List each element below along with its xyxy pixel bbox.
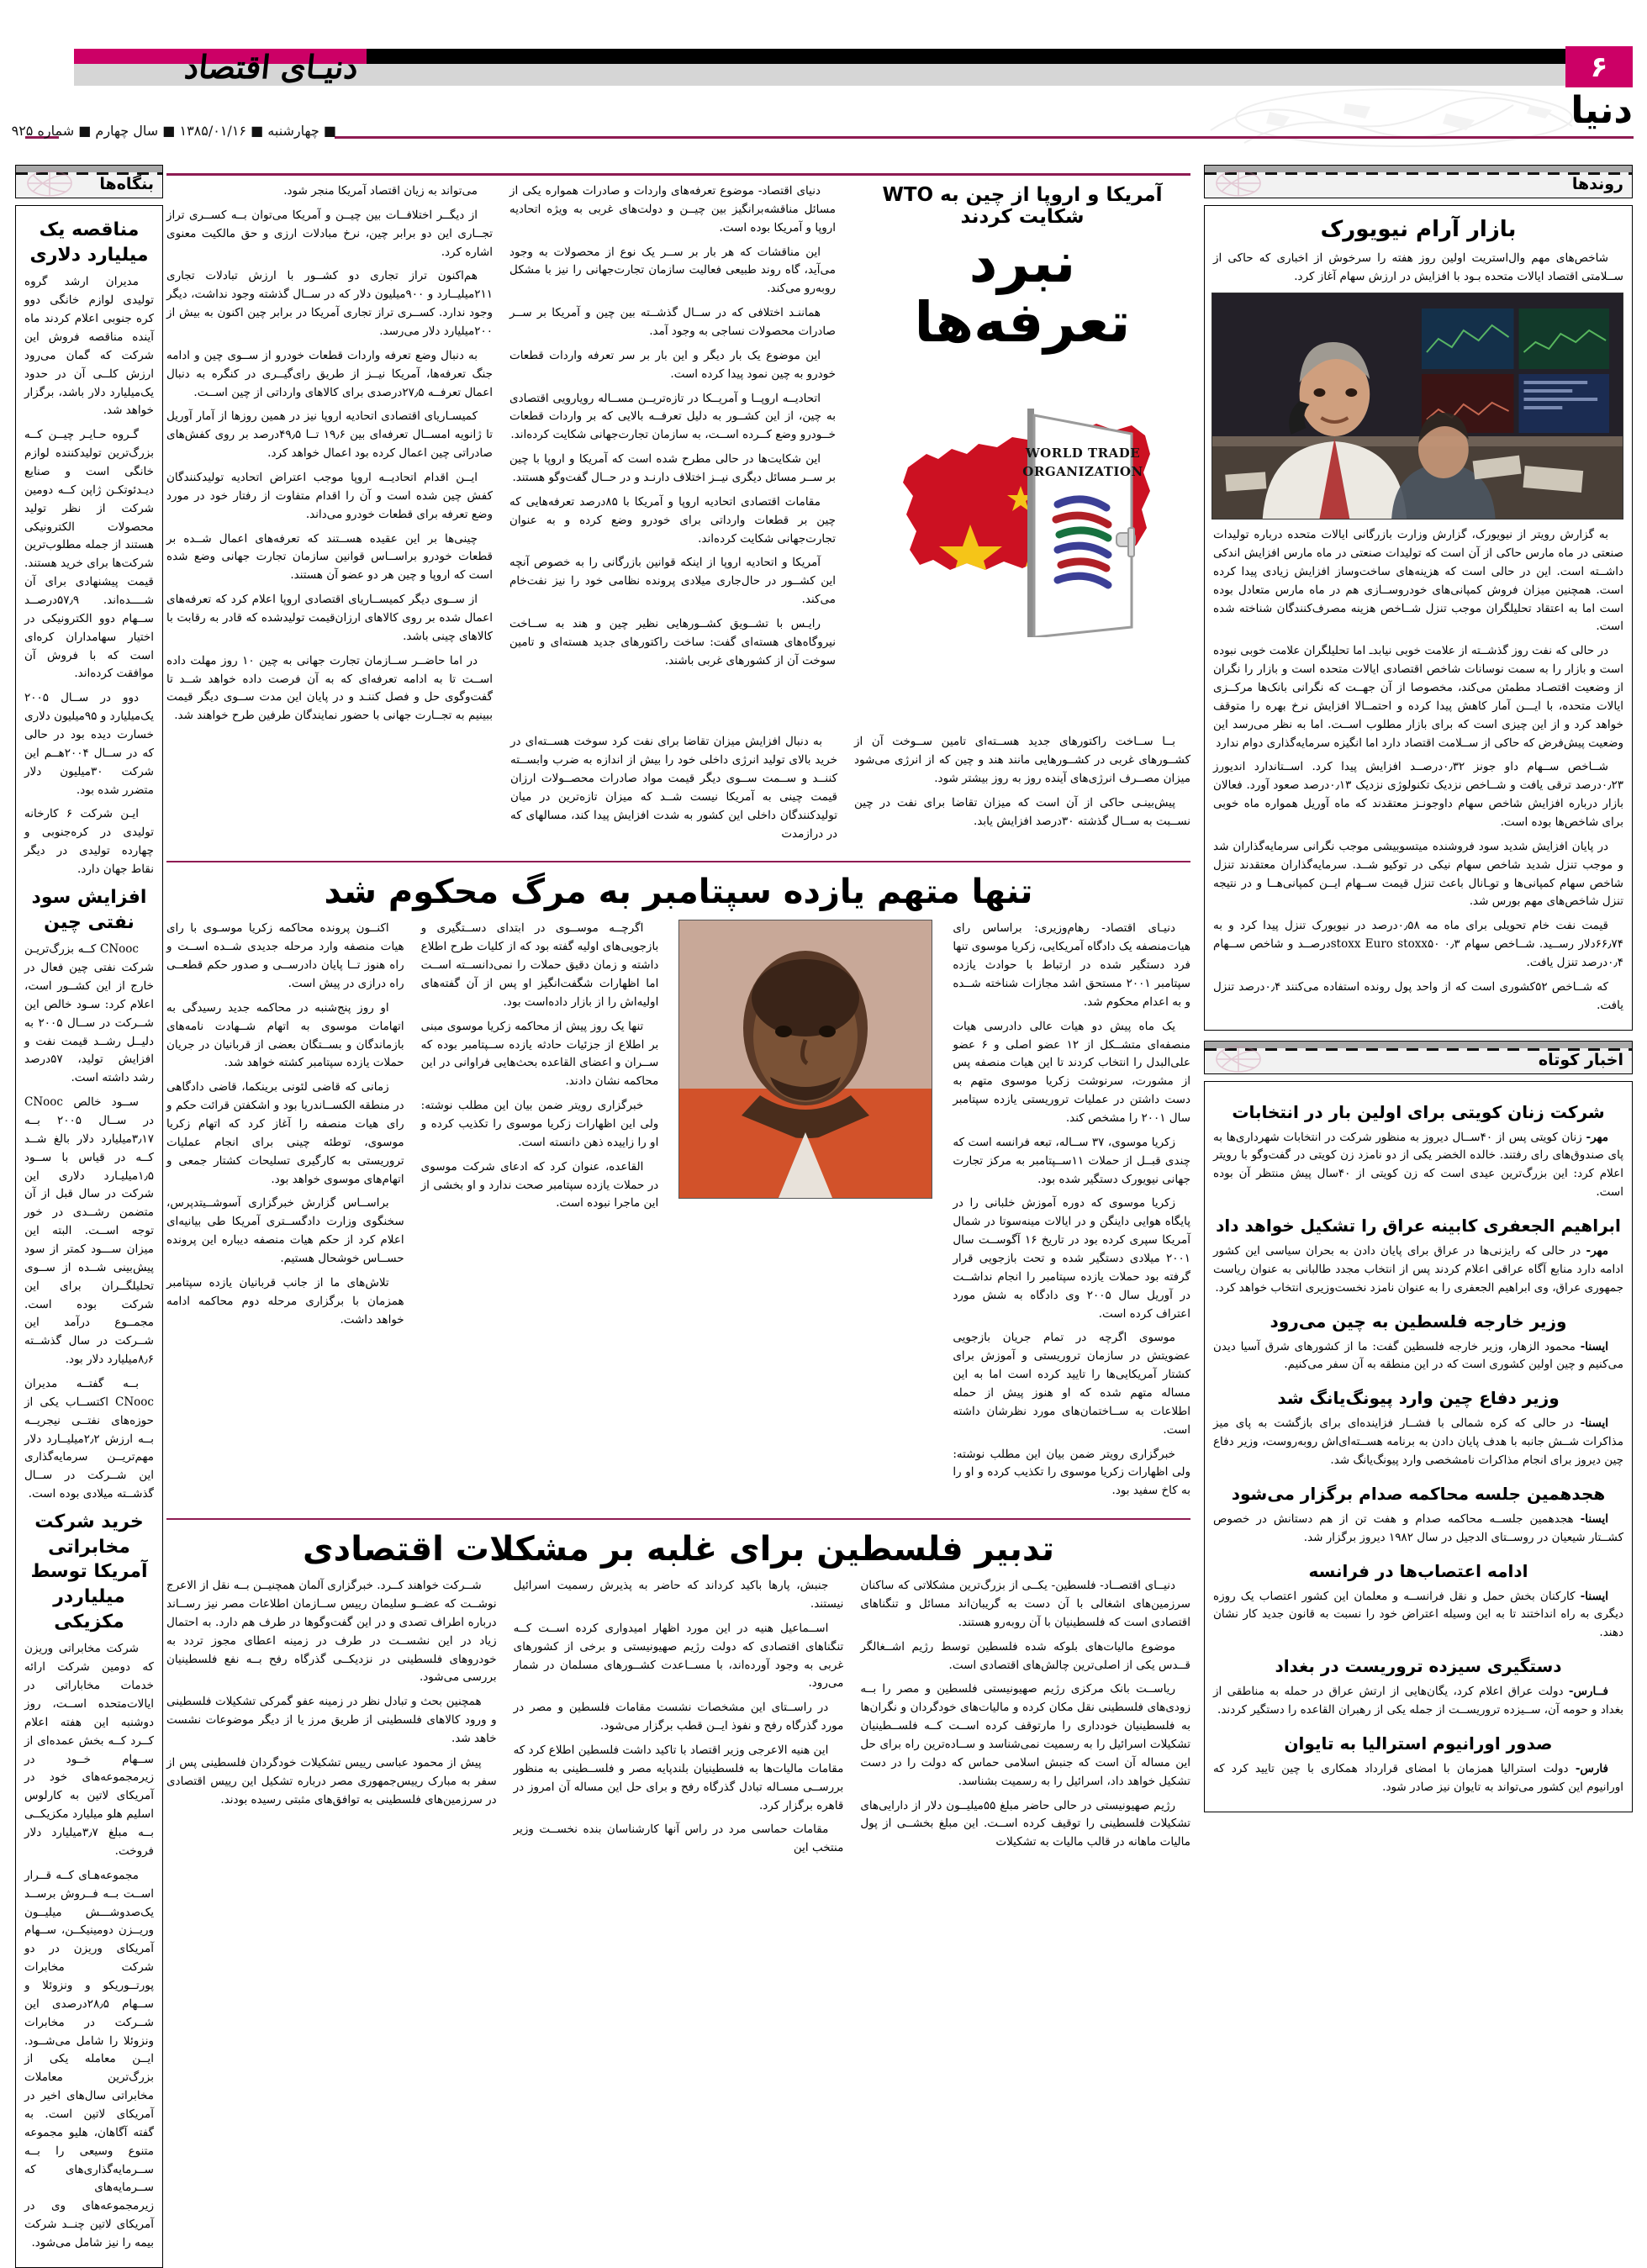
rail-paragraph: مدیران ارشد گروه تولیدی لوازم خانگی دوو کره جنوبی اعلام کردند ماه آینده مناقصه فروش این شرکت که گمان می‌رود ارزش کلــی آن در حدود یک‌میلیارد دلار باشد، برگزار خواهد شد. bbox=[24, 275, 154, 418]
rail-article[interactable] bbox=[24, 1510, 154, 2253]
third-paragraph: اســماعیل هنیه در این مورد اظهار امیدواری کرده اســت کــه تنگناهای اقتصادی که دولت رژیم صهیونیستی و برخی از کشورهای غربی به وجود آورده‌اند، با مســاعدت کشــورهای مسلمان در شمار می‌رود. bbox=[513, 1621, 844, 1690]
lead-story-headline: نبرد تعرفه‌ها bbox=[914, 230, 1131, 356]
short-news-text: کارکنان بخش حمل و نقل فرانســه و معلمان این کشور اعتصاب یک روزه دیگری به راه انداختند تا به این وسیله اعتراض خود را نسبت به قانون جدید کار نشان دهند. bbox=[1213, 1589, 1623, 1640]
news-source-tag: مهر- bbox=[1586, 1244, 1609, 1258]
second-paragraph: اگرچــه موســوی در ابتدای دســتگیری و بازجویی‌های اولیه گفته بود که از کلیات طرح اطلاع داشته و زمان دقیق حملات را نمی‌دانســته اســت اما اظهارات شگفت‌انگیز او پس از آن گفته‌های اولیه‌اش را از بازار داده‌است بود. bbox=[420, 921, 659, 1009]
section-header-short-news bbox=[1204, 1041, 1633, 1074]
short-news-headline: شرکت زنان کویتی برای اولین بار در انتخابات bbox=[1232, 1101, 1605, 1122]
short-news-body bbox=[1213, 1415, 1623, 1470]
list-item[interactable] bbox=[1213, 1732, 1623, 1797]
short-news-headline: صدور اورانیوم استرالیا به تایوان bbox=[1284, 1733, 1553, 1754]
page-number-badge: ۶ bbox=[1565, 46, 1633, 87]
lead-paragraph: می‌تواند به زیان اقتصاد آمریکا منجر شود. bbox=[283, 184, 478, 198]
rail-paragraph: بــه گفتــه مدیران CNooc اکتســاب یکی از حوزه‌های نفتــی نیجریــه بــه ارزش ۲٫۲میلیــارد دلار مهم‌تریــن سرمایه‌گذاری این شــرکت در ســال گذشــته میلادی بوده است. bbox=[24, 1377, 154, 1501]
list-item[interactable] bbox=[1213, 1214, 1623, 1298]
lead-paragraph: رایـس با تشــویق کشــورهایی نظیر چین و هند به ســاخت نیروگاه‌های هسته‌ای گفت: ساخت راکتورهای جدید هسته‌ای و تامین سوخت آن از کشورهای غربی باشند. bbox=[509, 617, 836, 667]
third-paragraph: رژیم صهیونیستی در حالی حاضر مبلغ ۵۵میلیــون دلار از دارایی‌های تشکیلات فلسطینی را توقیف کرده اســت. این مبلغ بخشــی از پول مالیات ماهانه در قالب مالیات به تشکیلات bbox=[860, 1798, 1190, 1849]
short-news-body bbox=[1213, 1511, 1623, 1548]
section-header-dashes bbox=[1205, 172, 1632, 175]
dateline-rule-right bbox=[335, 136, 1634, 139]
dateline bbox=[0, 119, 1647, 153]
section-header-label: بنگاه‌ها bbox=[99, 175, 154, 193]
lead-paragraph: دنیای اقتصاد- موضوع تعرفه‌های واردات و صادرات همواره یکی از مسائل مناقشه‌برانگیز بین چیــن و دولت‌های غربی به ویژه اتحادیه اروپا و آمریکا بوده است. bbox=[509, 184, 836, 235]
second-paragraph: زکریا موسوی که دوره آموزش خلبانی را در پایگاه هوایی داینگن و در ایالات مینه‌سوتا در شمال آمریکا سپری کرده بود در تاریخ ۱۶ آگوســت سال ۲۰۰۱ میلادی دستگیر شده و تحت بازجویی قرار گرفته بود حملات یازده سپتامبر را انجام نداشــت در آوریل سال ۲۰۰۵ وی دادگاه به شش مورد اعتراف کرده است. bbox=[953, 1196, 1190, 1321]
newspaper-wordmark-logo[interactable]: دنیـای اقتصاد bbox=[182, 47, 361, 86]
lead-paragraph: بــا ســاخت راکتورهای جدید هســته‌ای تامین ســوخت آن از کشــورهای غربی در کشــورهایی مانند هند و چین که از انرژی می‌شود میزان مصــرف انرژی‌های آینده روز به روز بیشتر شود. bbox=[854, 735, 1190, 785]
third-paragraph: موضوع مالیات‌های بلوکه شده فلسطین توسط رژیم اشــغالگر قــدس یکی از اصلی‌ترین چالش‌های اقتصادی است. bbox=[860, 1639, 1190, 1672]
short-news-text: هجدهمین جلســه محاکمه صدام و هفت تن از هم دستانش در خصوص کشــتار شیعیان در روســتای الدجیل در سال ۱۹۸۲ دیروز برگزار شد. bbox=[1213, 1511, 1623, 1544]
news-source-tag: ایسنا- bbox=[1580, 1339, 1609, 1353]
lead-paragraph: این شکایت‌ها در حالی مطرح شده است که آمریکا و اروپا با چین بر ســر مسائل دیگری نیــز اختلاف دارنـد و در حــال گفت‌وگو هستند. bbox=[509, 452, 836, 485]
left-rail-firms bbox=[15, 165, 163, 2268]
trends-paragraph: شــاخص ســهام داو جونز ۰٫۳۲درصــد افزایش پیدا کرد. اســتاندارد اندیورز ۰٫۲۳درصد ترقی یافت و شــاخص نزدیک تکنولوژی نزدیک ۰٫۱۳درصد صعود آورد. فعالان بازار درباره افزایش شاخص سهام داوجونـز معتقدند که ماه آوریل همواره ماه خوبی برای شاخص‌ها بوده است. bbox=[1213, 760, 1623, 829]
third-paragraph: مقامات حماسی مرد در راس آنها کارشناسان بنده نخســت وزیر منتخب این bbox=[513, 1822, 844, 1855]
lead-paragraph: به دنبال وضع تعرفه واردات قطعات خودرو از ســوی چین و ادامه جنگ تعرفه‌ها، آمریکا نیــز از طریق رای‌گیــری در کنگره به دنبال اعمال تعرفــه ۲۷٫۵درصدی برای کالاهای وارداتی از چین اســت. bbox=[166, 348, 493, 399]
second-paragraph: القاعده، عنوان کرد که ادعای شرکت موسوی در حملات یازده سپتامبر صحت ندارد و او بخشی از این ماجرا نبوده است. bbox=[420, 1159, 659, 1210]
lead-story-top-rule bbox=[166, 173, 1190, 176]
short-news-text: دولت استرالیا همزمان با امضای قرارداد همکاری با چین تایید کرد که اورانیوم این کشور می‌تواند به تایوان نیز صادر شود. bbox=[1213, 1761, 1623, 1794]
trends-paragraph: قیمت نفت خام تحویلی برای ماه مه ۰٫۵۸درصد در نیویورک تنزل پیدا کرد و به ۶۶٫۷۴دلار رســید. شــاخص سهام stoxx Euro stoxx۵۰ ۰٫۳درصــد و شاخص ســهام ۰٫۴درصد تنزل یافت. bbox=[1213, 919, 1624, 970]
list-item[interactable] bbox=[1213, 1386, 1623, 1470]
short-news-headline: وزیر دفاع چین وارد پیونگ‌یانگ شد bbox=[1277, 1388, 1560, 1409]
second-paragraph: زکریا موسوی، ۳۷ ســاله، تبعه فرانسه است که چندی قبــل از حملات ۱۱ســپتامبر به مرکز تجارت جهانی نیویورک دستگیر شده بود. bbox=[953, 1135, 1190, 1186]
short-news-headline: هجدهمین جلسه محاکمه صدام برگزار می‌شود bbox=[1231, 1483, 1606, 1504]
lead-paragraph: آمریکا و اتحادیه اروپا از اینکه قوانین بازرگانی را به خصوص آنچه این کشــور در حال‌جاری میلادی پرونده نظامی خود را نیز نفت‌خام می‌کند. bbox=[509, 556, 836, 607]
trends-paragraph: شاخص‌های مهم وال‌استریت اولین روز هفته را سرخوش از اخباری که حاکی از ســلامتی اقتصاد ایالات متحده بـود با افزایش در ارزش سهام آغاز کرد. bbox=[1213, 251, 1623, 284]
second-story-headline: تنها متهم یازده سپتامبر به مرگ محکوم شد bbox=[324, 873, 1033, 912]
second-paragraph: تنها یک روز پیش از محاکمه زکریا موسوی مبنی بر اطلاع از جزئیات حادثه یازده ســپتامبر بوده که ســران و اعضای القاعده بحث‌هایی فراوانی در این محاکمه نشان دادند. bbox=[420, 1019, 659, 1089]
second-paragraph: زمانی که قاضی لئونی برینکما، قاضی دادگاهی در منطقه الکســاندریا بود و اشکفتن قرائت حکم و رای هیات منصفه را آغاز کرد که اتهام زکریا موسوی، توطئه چینی برای انجام عملیات تروریستی به کارگیری تسلیحات کشتار جمعی و اتهام‌های موسوی خواهد بود. bbox=[166, 1080, 404, 1186]
news-source-tag: ایسنا- bbox=[1580, 1416, 1608, 1431]
trends-article[interactable] bbox=[1204, 205, 1633, 1031]
lead-story[interactable] bbox=[166, 173, 1190, 849]
short-news-text: محمود الزهار، وزیر خارجه فلسطین گفت: ما از کشورهای شرق آسیا دیدن می‌کنیم و چین اولین کشوری است که در این منطقه به آن سفر می‌کنیم. bbox=[1213, 1339, 1623, 1372]
svg-text:WORLD TRADE: WORLD TRADE bbox=[1025, 445, 1141, 461]
svg-text:ORGANIZATION: ORGANIZATION bbox=[1022, 463, 1143, 479]
lead-paragraph: هم‌اکنون تراز تجاری دو کشــور با ارزش تبادلات تجاری ۲۱۱میلیــارد و ۹۰۰میلیون دلار که در ســال گذشته وجود نداشت، دیگر وجود ندارد. کســری تراز تجاری آمریکا در برابر چین اکنون به بیش از ۲۰۰میلیارد دلار می‌رسد. bbox=[166, 269, 493, 339]
second-paragraph: تلاش‌های ما از جانب قربانیان یازده سپتامبر همزمان با برگزاری مرحله دوم محاکمه ادامه خواهد داشت. bbox=[166, 1275, 404, 1327]
third-paragraph: پیش از محمود عباسی رییس تشکیلات خودگردان فلسطینی پس از سفر به مبارک رییس‌جمهوری مصر درباره تشکیل این رییس اقتصادی در سرزمین‌های فلسطینی به توافق‌های مثبتی رسیده بودند. bbox=[166, 1755, 497, 1806]
section-header-bar bbox=[1205, 166, 1632, 172]
section-header-label: اخبار کوتاه bbox=[1538, 1050, 1623, 1069]
news-source-tag: ایسنا- bbox=[1580, 1511, 1608, 1526]
rail-paragraph: CNooc کــه بزرگ‌تریـن شرکت نفتی چین فعال در خارج از این کشــور است، اعلام کرد: سـود خالص این شــرکت در ســال ۲۰۰۵ به دلیــل رشــد قیمت نفت و افزایش تولید، ۵۷درصد رشد داشته است. bbox=[24, 942, 154, 1085]
third-paragraph: این هنیه الاعرجی وزیر اقتصاد با تاکید داشت فلسطین اطلاع کرد که مقامات مالیات‌ها به فلسطینیان بلندپایه مصر و فلســطینی به منظور بررســی مسـاله تبادل گذرگاه رفح و برای حل این مساله آن امروز در قاهره برگزار کرد. bbox=[513, 1743, 844, 1812]
story-separator bbox=[166, 861, 1190, 862]
rail-article[interactable] bbox=[24, 885, 154, 1504]
lead-paragraph: از دیگــر اختلافــات بین چیــن و آمریکا می‌توان بــه کســری تراز تجــاری این دو برابر چین، نرخ مبادلات ارزی و حق مالکیت معنوی اشاره کرد. bbox=[166, 208, 493, 259]
third-paragraph: دنیــای اقتصــاد- فلسطین- یکــی از بزرگ‌ترین مشکلاتی که ساکنان سرزمین‌های اشغالی با آن دست به گریبان‌اند مسائل و تنگناهای اقتصادی است که فلسطینیان با آن روبه‌رو هستند. bbox=[860, 1579, 1190, 1629]
news-source-tag: فارس- bbox=[1575, 1761, 1608, 1775]
page-section-title: دنیا bbox=[1570, 88, 1633, 132]
stock-exchange-trading-floor-photo bbox=[1211, 293, 1623, 520]
rail-article-headline: افزایش سود نفتی چین bbox=[31, 886, 147, 933]
short-news-headline: دستگیری سیزده تروریست در بغداد bbox=[1275, 1656, 1562, 1677]
third-paragraph: همچنین بحث و تبادل نظر در زمینه عفو گمرکی تشکیلات فلسطینی و ورود کالاهای فلسطینی از طریق مرز یا از دیگر موضوعات نشست خاهد شد. bbox=[166, 1695, 497, 1746]
trends-paragraph: در حالی که نفت روز گذشــته از علامت خوبی نیابدـ اما تحلیلگران علامت خوبی نبوده است و بازار را به سمت نوسانات شاخص اقتصادی ایالات متحده است و بازار را نگران از وضعیت اقتصـاد مطمئن می‌کند، مخصوصا از آن جهــت که نگرانی بانک‌ها مرکــزی ایالات متحده، با ایـــن آمار کاهش پیدا کرده و احتمــالا افزایش نرخ بهره را متوقف خواهد کرد و از این چیزی است که برای بازار مطلوب اســت. اما به نظر می‌رسد این وضعیت پیش‌فرض که حاکی از ســلامت اقتصاد دارد اما انگیزه سرمایه‌گذاری دوام ندارد bbox=[1213, 644, 1623, 750]
rail-paragraph: شرکت مخابراتی وریزن که دومین شرکت ارائه خدمات مخاباراتی در ایالات‌متحده اســت، روز دوشنبه این هفته اعلام کــرد کــه بخش عمده‌ای از ســهام خــود در زیرمجموعه‌های خود در آمریکای لاتین به کارلوس اسلیم هلو میلیارد مکزیکــی بــه مبلغ ۳٫۷میلیارد دلار فروخت. bbox=[24, 1642, 155, 1858]
rail-paragraph: ایـن شرکت ۶ کارخانه تولیدی در کره‌جنوبی و چهارده تولیدی در دیگر نقاط جهان دارد. bbox=[24, 807, 154, 877]
list-item[interactable] bbox=[1213, 1654, 1623, 1720]
lead-paragraph: کمیسـاریای اقتصادی اتحادیه اروپا نیز در همین روزها از آمار آوریل تا ژانویه امســال تعرفه‌ای بین ۱۹٫۶ تــا ۴۹٫۵درصد بر روی کفش‌های صادراتی چین اعمال کرده بود اعمال خواهد کرد. bbox=[166, 409, 493, 461]
lead-story-kicker: آمریکا و اروپا از چین به WTO شکایت کردند bbox=[882, 184, 1163, 228]
rail-paragraph: گـروه حـایـر چیــن کــه بزرگ‌ترین تولیدکننده لوازم خانگی است و صنایع دیـدئوتکـن ژاپن کــه دومین شرکت از نظر تولید محصولات الکترونیکی هستند از جمله مطلوب‌ترین شرکت‌ها برای خرید هستند. قیمت پیشنهادی برای آن شــــده‌اند. ۵۷٫۹درصــد ســهام دوو الکترونیکی در اختیار سهامداران کره‌ای است که با فروش آن موافقت کرده‌اند. bbox=[24, 428, 154, 681]
third-story[interactable] bbox=[166, 1530, 1190, 1864]
second-paragraph: براســاس گزارش خبرگزاری آسوشــیتدپرس، سخنگوی وزارت دادگســتری آمریکا طی بیانیه‌ای اعلام کرد از حکم هیات منصفه دیباره این پرونده حســاس خوشحال هستیم. bbox=[166, 1196, 404, 1265]
third-story-headline: تدبیر فلسطین برای غلبه بر مشکلات اقتصادی bbox=[303, 1530, 1054, 1569]
third-paragraph: شــرکت خواهند کــرد. خبرگزاری آلمان همچنیــن بــه نقل از الاعرج نوشــت که عضــو سلیمان رییس ســازمان اطلاعات مصر نیز رســاند درباره اطراف تصدی و در این گفت‌وگوها در طرف هم دارد. به احتمال زیاد در این نشســت در طرف در زمینه اعطای مجوز تردد به خودروهای فلسطینی در نزدیکــی گذرگاه رفح بــه نفع فلسطینیان بررسی می‌شود. bbox=[166, 1579, 497, 1685]
third-paragraph: در راســتای این مشخصات نشست مقامات فلسطین و مصر در مورد گذرگاه رفح و نفوذ ایــن قطب برگزار می‌شود. bbox=[513, 1701, 844, 1733]
short-news-body bbox=[1213, 1338, 1623, 1375]
lead-paragraph: هماننـد اختلافی که در ســال گذشــته بین چین و آمریکا بر ســر صادرات محصولات نساجی به وجود آمد. bbox=[509, 306, 836, 339]
dateline-text: ■ چهارشنبه ■ ۱۳۸۵/۰۱/۱۶ ■ سال چهارم ■ شماره ۹۲۵ bbox=[11, 123, 336, 139]
short-news-body bbox=[1213, 1129, 1623, 1202]
rail-article-headline: خرید شرکت مخابراتی آمریکا توسط میلیاردر مکزیکی bbox=[30, 1511, 148, 1632]
trends-paragraph: که شــاخص ۵۲کشوری است که از واحد پول رونده استفاده می‌کنند ۰٫۴درصد تنزل یافت. bbox=[1213, 979, 1623, 1012]
short-news-body bbox=[1213, 1760, 1623, 1797]
story-separator bbox=[166, 1518, 1190, 1520]
list-item[interactable] bbox=[1213, 1482, 1623, 1548]
short-news-body bbox=[1213, 1242, 1623, 1298]
lead-paragraph: این موضوع یک بار دیگر و این بار بر سر تعرفه واردات قطعات خودرو به چین نمود پیدا کرده است. bbox=[509, 348, 836, 381]
short-news-list bbox=[1204, 1081, 1633, 1812]
rail-paragraph: دوو در ســال ۲۰۰۵ یک‌میلیارد و ۹۵میلیون دلاری خسارت دیده بود در حالی که در ســال ۲۰۰۴هــم این شرکت ۳۰میلیون دلار متضرر شده بود. bbox=[24, 691, 155, 797]
lead-paragraph: این مناقشات که هر بار بر ســر یک نوع از محصولات به وجود می‌آید، گاه روند طبیعی فعالیت سازمان تجارت‌جهانی را نیز با مشکل روبه‌رو می‌کند. bbox=[509, 245, 836, 296]
second-paragraph: یک ماه پیش دو هیات عالی دادرسی هیات منصفه‌ای متشــکل از ۱۲ عضو اصلی و ۶ عضو علی‌البدل را انتخاب کردند تا این هیات منصفه پس از مشورت، سرنوشت زکریا موسوی متهم به دست داشتن در عملیات تروریستی یازده سپتامبر سال ۲۰۰۱ را مشخص کند. bbox=[953, 1019, 1190, 1125]
short-news-text: در حالی که رایزنی‌ها در عراق برای پایان دادن به بحران سیاسی این کشور ادامه دارد منابع آگاه عراقی اعلام کردند پس از انتخاب مجدد طالبانی به عنوان ریاست جمهوری عراق، وی ابراهیم الجعفری را به عنوان نامزد نخست‌وزیری انتخاب خواهد کرد. bbox=[1213, 1244, 1623, 1295]
news-source-tag: مهر- bbox=[1586, 1130, 1608, 1144]
lead-paragraph: به دنبال افزایش میزان تقاضا برای نفت کرد سوخت هســته‌ای در خرید بالای تولید انرژی داخلی خود را بیش از اندازه به ضرب وابســته کننــد و ســمت ســوی دیگر قیمت مواد صادرات محصــولات ارزان قیمت چینی به آمریکا نیست شــد که میزان تازه‌ترین در میان تولیدکنندگان داخلی این کشور به شدت افزایش پیدا کند، مسالهای که در درازمدت bbox=[510, 735, 837, 841]
short-news-text: در حالی که کره شمالی با فشــار فزاینده‌ای برای بازگشت به پای میز مذاکرات شــش جانبه با هدف پایان دادن به برنامه هســته‌ای‌اش روبه‌روست، وزیر دفاع چین دیروز برای انجام مذاکرات نامشخصی وارد پیونگ‌یانگ شد. bbox=[1213, 1416, 1623, 1468]
section-header-trends bbox=[1204, 165, 1633, 198]
globe-icon bbox=[1213, 169, 1264, 198]
list-item[interactable] bbox=[1213, 1310, 1623, 1375]
rail-paragraph: مجموعه‌هـای کــه قــرار اســت بــه فــروش برســد یک‌صدو‌شـــش میلیــون وریــزن دومینیکــن، ســهام آمریکای وریزن در دو شرکت مخابرات پورتــوریکو و ونزوئلا و ســهام ۲۸٫۵درصدی این شــرکت در مخابرات ونزوئلا را شامل می‌شــود. ایــن معامله یکی از بزرگ‌ترین معاملات مخابراتی سال‌های اخیر در آمریکای لاتین است. به گفته آگاهان، هلیو مجموعه متنوع وسیعی را بــه ســرمایه‌گذاری‌های که ســرمایه‌های زیرمجموعه‌های وی در آمریکای لاتین چنــد شرکت بیمه را نیز شامل می‌شود. bbox=[24, 1868, 154, 2250]
second-paragraph: موسوی اگرچه در تمام جریان بازجویی عضویتش در سازمان تروریستی و آموزش برای کشتار آمریکایی‌ها را تایید کرده است اما به این مساله متهم شده که او هنوز پیش از حمله اطلاعات به ســاختمان‌های مورد نظرشان داشته است. bbox=[953, 1331, 1190, 1437]
second-paragraph: خبرگزاری رویتر ضمن بیان این مطلب نوشته: ولی این اظهارات زکریا موسوی را تکذیب کرده و او را زاییده ذهن دانسته است. bbox=[420, 1099, 659, 1149]
trends-paragraph: به گزارش رویتر از نیویورک، گزارش وزارت بازرگانی ایالات متحده درباره تولیدات صنعتی در ماه مارس حاکی از آن است که تولیدات صنعتی در ماه مارس افزایش اندکی داشــته است. این در حالی است که هزینه‌های ساخت‌وساز افزایش زیادی پیدا کرده است. همچنین میزان فروش کمپانی‌های خودروســازی هم در ماه مارس متعادل بوده است اما به اعتقاد تحلیلگران موجب تنزل شــاخص هزینه مصرف‌کنندگان شناخته شده است. bbox=[1213, 528, 1623, 634]
short-news-body bbox=[1213, 1588, 1623, 1643]
short-news-text: دولت عراق اعلام کرد، یگان‌هایی از ارتش عراق در حمله به مناطقی از بغداد و حومه آن، ســیزده تروریســت از جمله یکی از رهبران القاعده را دستگیر کردند. bbox=[1213, 1685, 1623, 1717]
list-item[interactable] bbox=[1213, 1100, 1623, 1202]
short-news-headline: ادامه اعتصاب‌ها در فرانسه bbox=[1308, 1560, 1528, 1581]
second-paragraph: اکنــون پرونده محاکمه زکریا موسـوی با رای هیات منصفه وارد مرحله جدیدی شــده اســت و راه هنوز تــا پایان دادرســی و صدور حکم قطعــی راه درازی در پیش است. bbox=[166, 921, 404, 990]
rail-article-headline: مناقصه یک میلیارد دلاری bbox=[29, 219, 149, 266]
second-paragraph: او روز پنج‌شنبه در محاکمه جدید رسیدگی به اتهامات موسوی به اتهام شــهادت نامه‌های بازماندگان و بســتگان بعضی از قربانیان در جریان حملات یازده سپتامبر کشته خواهد شد. bbox=[166, 1000, 404, 1070]
third-paragraph: جنبش، پارها باکید کرداند که حاضر به پذیرش رسمیت اسرائیل نیستند. bbox=[513, 1579, 844, 1611]
news-source-tag: ایسنا- bbox=[1580, 1589, 1609, 1603]
short-news-headline: وزیر خارجه فلسطین به چین می‌رود bbox=[1270, 1311, 1567, 1332]
mugshot-photo bbox=[678, 920, 932, 1199]
right-rail bbox=[1204, 165, 1633, 1812]
third-paragraph: ریاســت بانک مرکزی رژیم صهیونیستی فلسطین و مصر را بــه زودی‌های فلسطینی نقل مکان کرده و مالیات‌های خودگردان و نگران‌ها به فلسطینیان خودداری را مارتوقف کرده اســت کــه فلســطینیان تشکیلات اسرائیل را به رسمیت نمی‌شناسد و ســاده‌ترین راه برای حل این مساله آن است که جنبش اسلامی حماس که دولت را در دست تشکیل خواهد داد، اسرائیل را به رسمیت بشناسد. bbox=[860, 1682, 1190, 1788]
rail-paragraph: ســود خالص CNooc در ســال ۲۰۰۵ بــه ۳٫۱۷میلیارد دلار بالغ شــد کــه در قیاس با ســود ۱٫۵میلیـارد دلاری این شرکت در سال قبل از آن متضمن رشــدی در خور توجه اســت. البته این میزان ســـود کمتر از سود پیش‌بینی شــده از ســوی تحلیلگــران برای این شرکت بوده است. مجمــوع درآمد این شــرکت در سال گذشــته ۸٫۶میلیارد دلار بود. bbox=[24, 1095, 154, 1367]
short-news-body bbox=[1213, 1683, 1623, 1720]
lead-paragraph: پیش‌بینـی حاکی از آن است که میزان تقاضا برای نفت در چین نســبت به ســال گذشته ۳۰درصد افزایش یابد. bbox=[854, 795, 1190, 828]
section-header-label: روندها bbox=[1571, 175, 1623, 193]
globe-icon bbox=[1213, 1045, 1264, 1073]
trends-headline: بازار آرام نیویورک bbox=[1320, 217, 1517, 242]
rail-article[interactable] bbox=[24, 218, 154, 879]
masthead-black-bar bbox=[367, 49, 1633, 64]
news-source-tag: فــارس- bbox=[1568, 1685, 1608, 1699]
china-map-wto-door-figure bbox=[879, 360, 1165, 637]
lead-paragraph: از ســوی دیگر کمیســاریای اقتصادی اروپا اعلام کرد که تعرفه‌های اعمال شده بر روی کالاهای ارزان‌قیمت تولیدشده که قادر به رقابت با کالاهای چینی باشد. bbox=[166, 593, 493, 643]
short-news-text: زنان کویتی پس از ۴۰ســال دیروز به منظور شرکت در انتخابات شهرداری‌ها به پای صندوق‌های رای رفتند. خالده الخضر یکی از دو نامزد زن کویتی در گفت‌وگو با رویتر اعلام کرد: این بزرگ‌ترین عیدی است که زن کویتی از ۴۰سال پیش منتظر آن بوده است. bbox=[1213, 1130, 1624, 1200]
globe-icon bbox=[24, 169, 75, 198]
trends-paragraph: در پایان افزایش شدید سود فروشنده میتسوبیشی موجب نگرانی سرمایه‌گذاران شد و موجب تنزل شدید شاخص سهام نیکی در توکیو شــد. سرمایه‌گذاران معتقدند تنزل شاخص سهام کمپانی‌ها و توـانال باعث تنزل قیمت ســهام ایــن کمپانی‌هــا و در نتیجه تنزل شاخص‌های مهم بورس شد. bbox=[1213, 839, 1623, 909]
lead-paragraph: اتحادیــه اروپــا و آمریــکا در تازه‌تریــن مســاله رویارویی اقتصادی به چین، از این کشــور به دلیل تعرفــه بالایی که بر واردات قطعات خــودرو وضع کــرده اســت، به سازمان تجارت‌جهانی شکایت کرده‌اند. bbox=[509, 391, 836, 442]
lead-paragraph: ایــن اقدام اتحادیــه اروپا موجب اعتراض اتحادیه تولیدکنندگان کفش چین شده است و آن را اقدام متفاوت از رفتار خود در مورد وضع تعرفه برای قطعات خودرو می‌داند. bbox=[166, 471, 493, 521]
list-item[interactable] bbox=[1213, 1559, 1623, 1643]
second-paragraph: دنیـای اقتصاد- رهام‌وزیری: براساس رای هیات‌منصفه یک دادگاه آمریکایی، زکریا موسوی تنها فرد دستگیر شده در ارتباط با حوادث یازده سپتامبر ۲۰۰۱ مستحق اشد مجازات شناخته شــده و به اعدام محکوم شد. bbox=[953, 921, 1190, 1009]
centre-column bbox=[166, 165, 1190, 1864]
lead-paragraph: مقامات اقتصادی اتحادیه اروپا و آمریکا با ۸۵درصد تعرفه‌هایی که چین بر قطعات وارداتی برای خودرو وضع کرده و به عنوان تجارت‌جهانی شکایت کرده‌اند. bbox=[509, 494, 836, 546]
second-paragraph: خبرگزاری رویتر ضمن بیان این مطلب نوشته: ولی اظهارات زکریا موسوی را تکذیب کرده و او را به کاخ سفید بود. bbox=[953, 1447, 1190, 1498]
left-rail-body bbox=[15, 205, 163, 2268]
second-story[interactable] bbox=[166, 873, 1190, 1506]
section-header-bar bbox=[1205, 1042, 1632, 1048]
lead-paragraph: در اما حاضــر ســازمان تجارت جهانی به چین ۱۰ روز مهلت داده اســت تا به ادامه تعرفه‌ای که به آن فرصت داده خواهد شــد تا گفت‌وگوی حل و فصل کننـد و در پایان این مدت ســوی دیگر قیمت ببینیم به تجــارت جهانی با حضور نمایندگان طرفین طرح خواهند شد. bbox=[166, 653, 493, 723]
lead-paragraph: چینی‌ها بر این عقیده هســتند که تعرفه‌های اعمال شــده بر قطعات خودرو براســاس قوانین سازمان تجارت جهانی وضع شده است که اروپا و چین هر دو عضو آن هستند. bbox=[166, 531, 493, 583]
short-news-headline: ابراهیم الجعفری کابینه عراق را تشکیل خواهد داد bbox=[1216, 1216, 1621, 1237]
section-header-firms bbox=[15, 165, 163, 198]
